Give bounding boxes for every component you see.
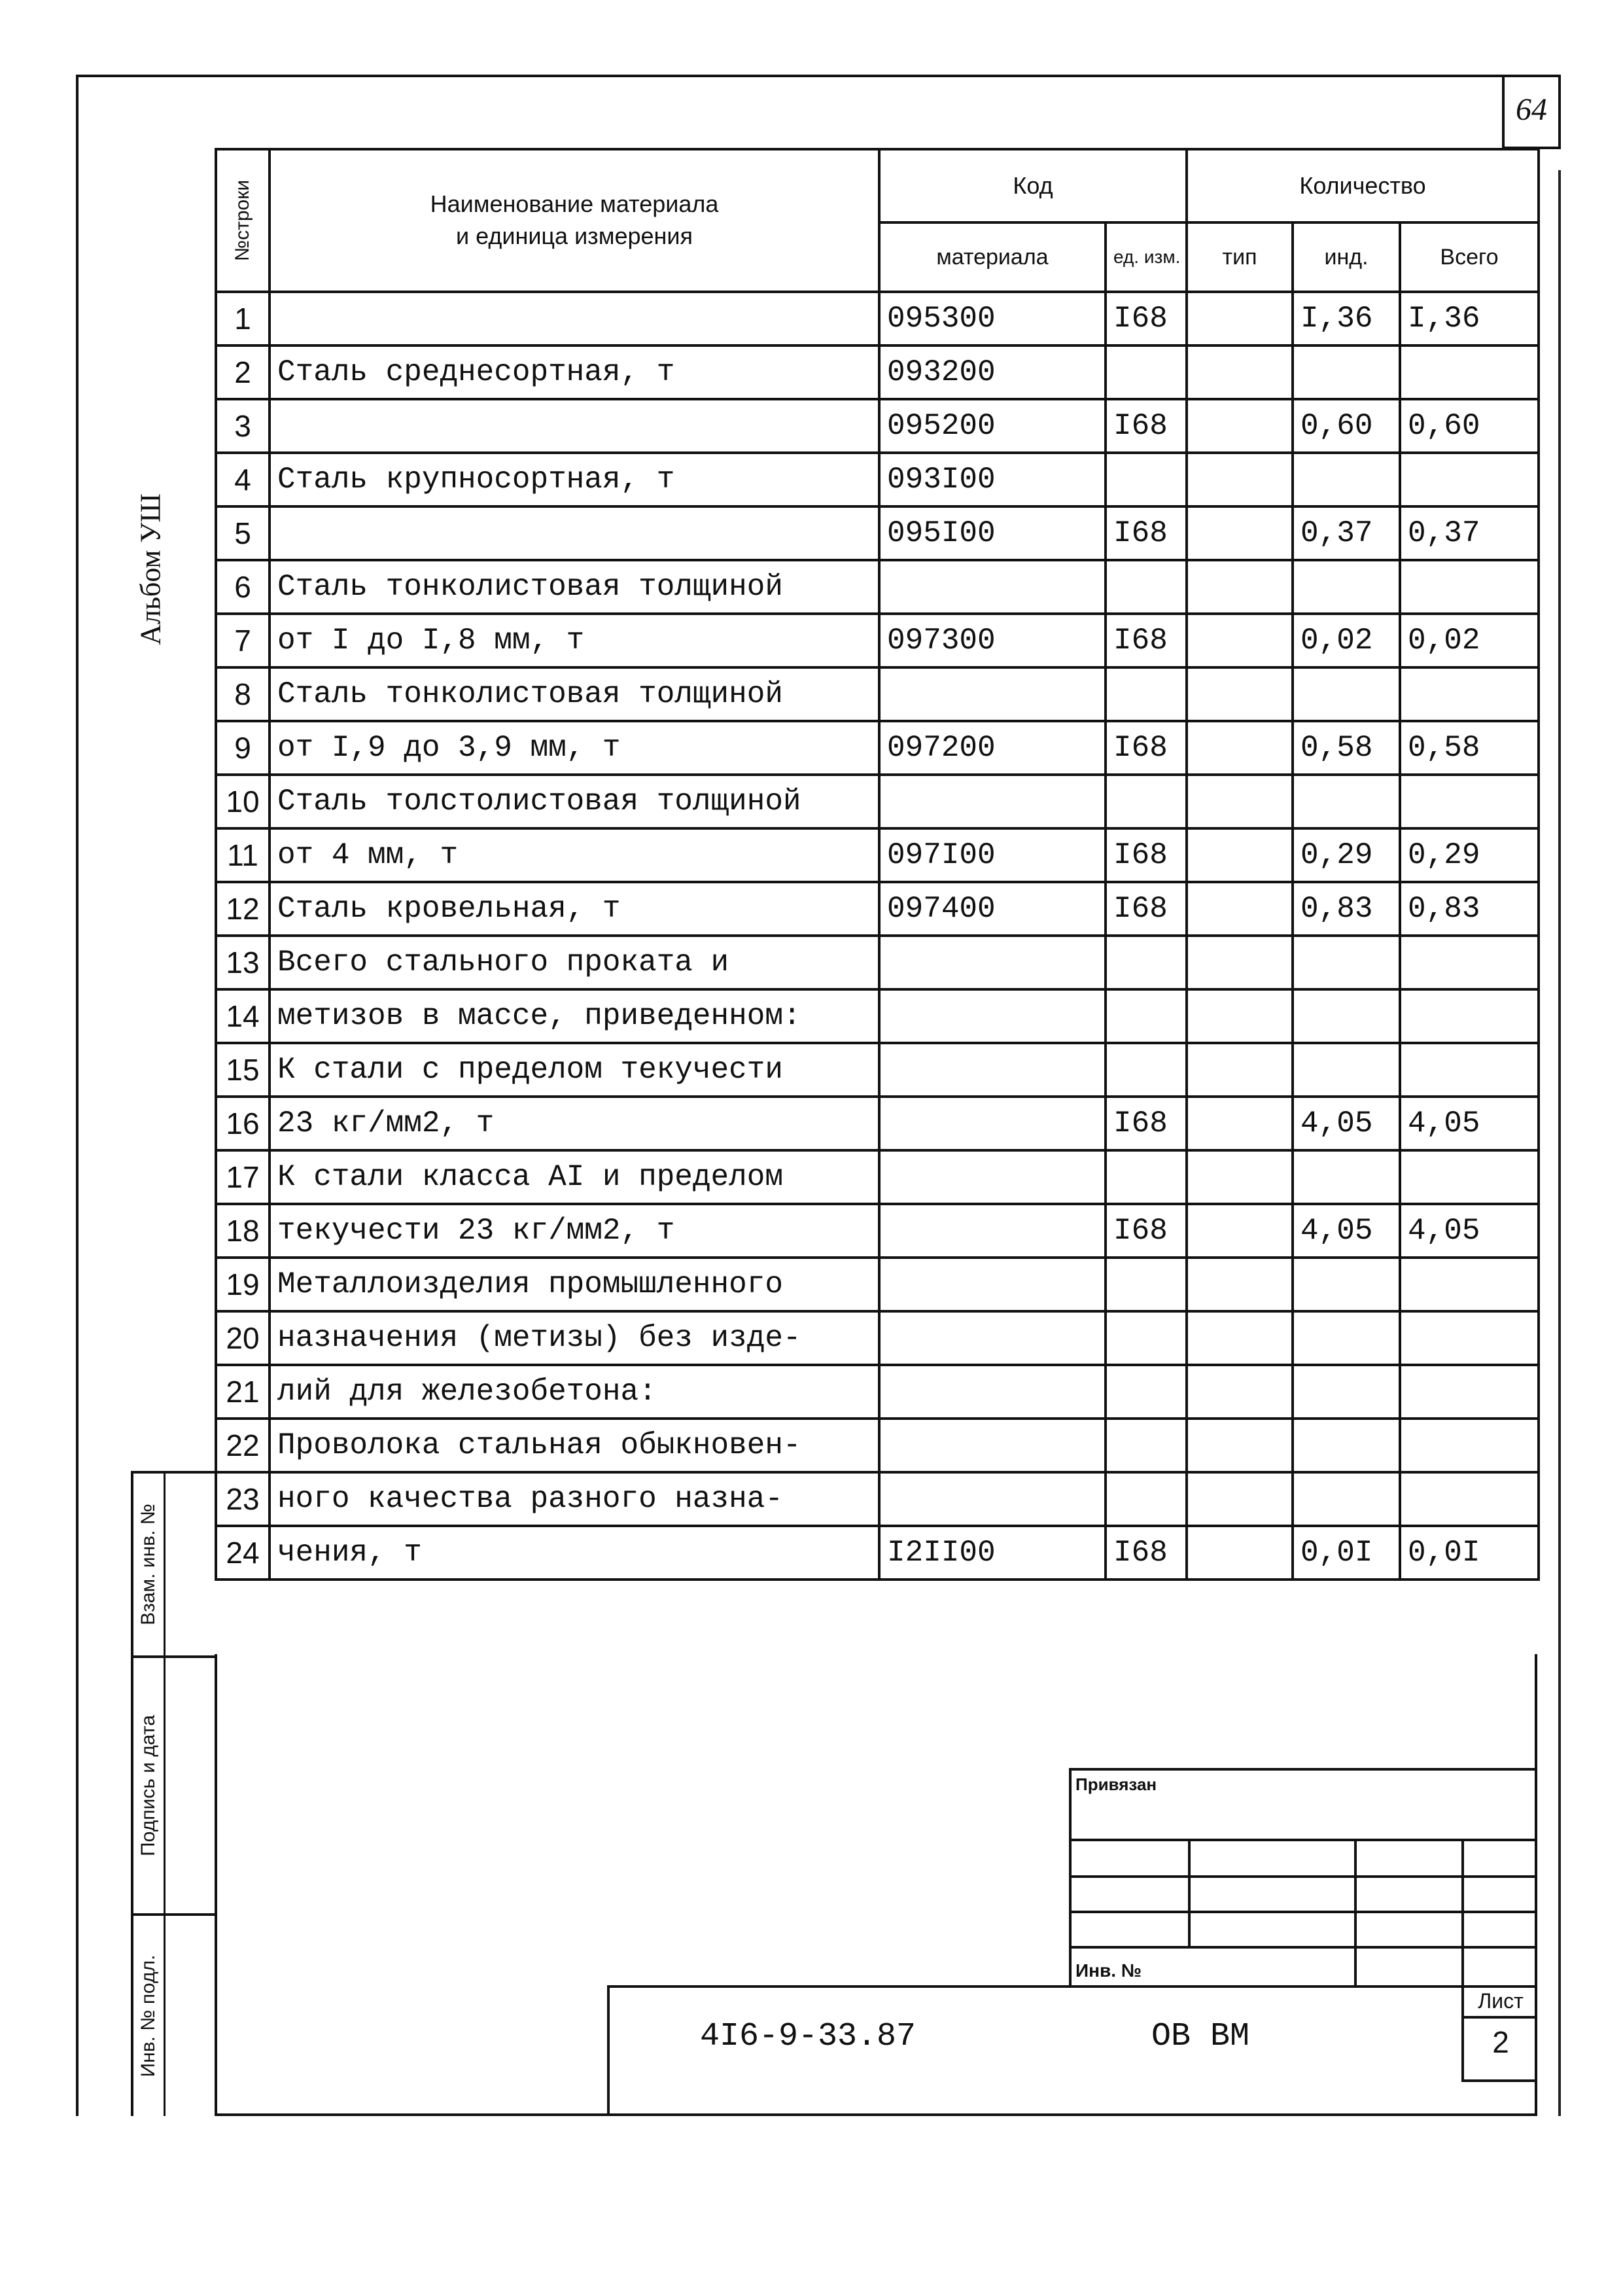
quantity-type	[1187, 1365, 1293, 1419]
row-number: 2	[216, 345, 270, 399]
material-name: К стали с пределом текучести	[270, 1043, 879, 1097]
document-mark: ОВ ВМ	[1151, 2018, 1250, 2055]
quantity-total: 0,60	[1400, 399, 1539, 453]
binding-label: Привязан	[1075, 1775, 1157, 1794]
quantity-ind: 0,37	[1293, 506, 1400, 560]
unit-code	[1106, 1258, 1187, 1311]
quantity-total: 4,05	[1400, 1204, 1539, 1258]
unit-code	[1106, 775, 1187, 828]
row-number: 11	[216, 828, 270, 882]
material-name: Сталь тонколистовая толщиной	[270, 560, 879, 614]
quantity-total: 0,29	[1400, 828, 1539, 882]
quantity-type	[1187, 1419, 1293, 1472]
header-name-line1: Наименование материала	[430, 190, 719, 218]
material-code	[879, 775, 1106, 828]
header-total: Всего	[1400, 222, 1539, 292]
table-row	[216, 1472, 1539, 1526]
material-name: Всего стального проката и	[270, 936, 879, 989]
table-row	[216, 345, 1539, 399]
specification-table-wrap	[215, 148, 1537, 1581]
quantity-ind	[1293, 1150, 1400, 1204]
binding-inv-label: Инв. №	[1075, 1960, 1142, 1981]
unit-code	[1106, 936, 1187, 989]
table-row	[216, 399, 1539, 453]
quantity-type	[1187, 1204, 1293, 1258]
quantity-ind	[1293, 345, 1400, 399]
quantity-type	[1187, 1097, 1293, 1150]
row-number: 16	[216, 1097, 270, 1150]
table-row	[216, 882, 1539, 936]
table-row	[216, 775, 1539, 828]
header-type: тип	[1187, 222, 1293, 292]
quantity-type	[1187, 775, 1293, 828]
material-code: 093200	[879, 345, 1106, 399]
quantity-type	[1187, 989, 1293, 1043]
header-quantity: Количество	[1187, 149, 1539, 222]
material-code	[879, 1365, 1106, 1419]
quantity-ind	[1293, 775, 1400, 828]
material-code	[879, 989, 1106, 1043]
row-number: 23	[216, 1472, 270, 1526]
material-code: 097200	[879, 721, 1106, 775]
quantity-ind	[1293, 989, 1400, 1043]
stamp-inv-orig-label: Инв. № подл.	[137, 1954, 159, 2077]
quantity-total: 0,83	[1400, 882, 1539, 936]
frame-left-line	[76, 75, 79, 2116]
quantity-ind: 4,05	[1293, 1204, 1400, 1258]
material-name: Металлоизделия промышленного	[270, 1258, 879, 1311]
row-number: 21	[216, 1365, 270, 1419]
sheet-number: 2	[1492, 2025, 1509, 2059]
row-number: 15	[216, 1043, 270, 1097]
quantity-total	[1400, 1365, 1539, 1419]
header-material-name	[270, 149, 879, 292]
table-row	[216, 453, 1539, 506]
unit-code: I68	[1106, 506, 1187, 560]
row-number: 20	[216, 1311, 270, 1365]
row-number: 19	[216, 1258, 270, 1311]
material-code: 095I00	[879, 506, 1106, 560]
material-code	[879, 560, 1106, 614]
material-code: 097300	[879, 614, 1106, 667]
table-row	[216, 292, 1539, 345]
quantity-ind: 0,02	[1293, 614, 1400, 667]
material-name: Проволока стальная обыкновен-	[270, 1419, 879, 1472]
quantity-ind: 0,58	[1293, 721, 1400, 775]
unit-code: I68	[1106, 721, 1187, 775]
quantity-type	[1187, 292, 1293, 345]
material-name: от 4 мм, т	[270, 828, 879, 882]
material-name	[270, 399, 879, 453]
material-code	[879, 1472, 1106, 1526]
quantity-ind	[1293, 1043, 1400, 1097]
row-number: 12	[216, 882, 270, 936]
unit-code	[1106, 1150, 1187, 1204]
quantity-type	[1187, 1043, 1293, 1097]
quantity-type	[1187, 1258, 1293, 1311]
row-number: 3	[216, 399, 270, 453]
row-number: 7	[216, 614, 270, 667]
unit-code	[1106, 989, 1187, 1043]
quantity-type	[1187, 1311, 1293, 1365]
material-name: назначения (метизы) без изде-	[270, 1311, 879, 1365]
table-row	[216, 1419, 1539, 1472]
quantity-total: 0,02	[1400, 614, 1539, 667]
material-code	[879, 1419, 1106, 1472]
material-name: от I до I,8 мм, т	[270, 614, 879, 667]
quantity-type	[1187, 453, 1293, 506]
quantity-total	[1400, 1311, 1539, 1365]
material-name: Сталь тонколистовая толщиной	[270, 667, 879, 721]
material-name: текучести 23 кг/мм2, т	[270, 1204, 879, 1258]
material-name: чения, т	[270, 1526, 879, 1580]
unit-code: I68	[1106, 828, 1187, 882]
header-ind: инд.	[1293, 222, 1400, 292]
material-code	[879, 1204, 1106, 1258]
specification-body	[216, 292, 1539, 1580]
quantity-total: 0,0I	[1400, 1526, 1539, 1580]
quantity-type	[1187, 399, 1293, 453]
table-row	[216, 614, 1539, 667]
quantity-type	[1187, 560, 1293, 614]
quantity-type	[1187, 1150, 1293, 1204]
row-number: 1	[216, 292, 270, 345]
quantity-ind	[1293, 1258, 1400, 1311]
material-code: 095200	[879, 399, 1106, 453]
binding-line-1	[1069, 1839, 1537, 1841]
unit-code	[1106, 1043, 1187, 1097]
header-name-line2: и единица измерения	[455, 222, 693, 249]
unit-code	[1106, 560, 1187, 614]
material-code: 097400	[879, 882, 1106, 936]
binding-vline-2	[1354, 1839, 1357, 1985]
quantity-total	[1400, 667, 1539, 721]
quantity-ind	[1293, 560, 1400, 614]
table-row	[216, 1365, 1539, 1419]
table-row	[216, 828, 1539, 882]
quantity-ind: 0,83	[1293, 882, 1400, 936]
row-number: 17	[216, 1150, 270, 1204]
quantity-type	[1187, 936, 1293, 989]
quantity-type	[1187, 721, 1293, 775]
unit-code	[1106, 1365, 1187, 1419]
quantity-type	[1187, 345, 1293, 399]
material-code	[879, 936, 1106, 989]
material-name: ного качества разного назна-	[270, 1472, 879, 1526]
quantity-type	[1187, 1526, 1293, 1580]
material-code	[879, 1043, 1106, 1097]
quantity-total	[1400, 1472, 1539, 1526]
quantity-total	[1400, 345, 1539, 399]
material-code	[879, 1311, 1106, 1365]
stamp-signature-date	[133, 1655, 217, 1913]
row-number: 5	[216, 506, 270, 560]
unit-code: I68	[1106, 399, 1187, 453]
header-code: Код	[879, 149, 1187, 222]
quantity-ind	[1293, 1365, 1400, 1419]
binding-line-4	[1069, 1946, 1537, 1949]
material-name: Сталь крупносортная, т	[270, 453, 879, 506]
sheet-label: Лист	[1464, 1989, 1537, 2019]
row-number: 9	[216, 721, 270, 775]
row-number: 13	[216, 936, 270, 989]
unit-code: I68	[1106, 614, 1187, 667]
unit-code	[1106, 1472, 1187, 1526]
album-label-text: Альбом УШ	[134, 493, 167, 645]
material-code	[879, 1150, 1106, 1204]
quantity-total: 4,05	[1400, 1097, 1539, 1150]
quantity-type	[1187, 882, 1293, 936]
material-code: 093I00	[879, 453, 1106, 506]
material-name: Сталь среднесортная, т	[270, 345, 879, 399]
material-name: от I,9 до 3,9 мм, т	[270, 721, 879, 775]
binding-vline-3	[1461, 1839, 1464, 1985]
quantity-total	[1400, 560, 1539, 614]
quantity-type	[1187, 667, 1293, 721]
material-name: 23 кг/мм2, т	[270, 1097, 879, 1150]
material-name: Сталь кровельная, т	[270, 882, 879, 936]
unit-code	[1106, 1419, 1187, 1472]
binding-vline-1	[1188, 1839, 1191, 1946]
material-name: метизов в массе, приведенном:	[270, 989, 879, 1043]
material-code	[879, 1097, 1106, 1150]
row-number: 6	[216, 560, 270, 614]
table-row	[216, 721, 1539, 775]
table-row	[216, 989, 1539, 1043]
quantity-total	[1400, 936, 1539, 989]
quantity-total	[1400, 775, 1539, 828]
quantity-total	[1400, 1258, 1539, 1311]
quantity-ind: 0,29	[1293, 828, 1400, 882]
row-number: 8	[216, 667, 270, 721]
material-name	[270, 506, 879, 560]
table-row	[216, 1204, 1539, 1258]
stamp-signature-date-label: Подпись и дата	[137, 1715, 159, 1856]
quantity-ind: 0,60	[1293, 399, 1400, 453]
stamp-column	[131, 1471, 217, 2116]
unit-code: I68	[1106, 1097, 1187, 1150]
row-number: 24	[216, 1526, 270, 1580]
table-row	[216, 667, 1539, 721]
binding-line-2	[1069, 1875, 1537, 1878]
quantity-ind	[1293, 1311, 1400, 1365]
stamp-replace-inv-label: Взам. инв. №	[137, 1504, 159, 1625]
quantity-ind	[1293, 1419, 1400, 1472]
quantity-total	[1400, 453, 1539, 506]
quantity-type	[1187, 506, 1293, 560]
unit-code: I68	[1106, 1526, 1187, 1580]
stamp-replace-inv	[133, 1471, 217, 1655]
quantity-ind: 0,0I	[1293, 1526, 1400, 1580]
material-name: К стали класса АI и пределом	[270, 1150, 879, 1204]
unit-code	[1106, 453, 1187, 506]
unit-code	[1106, 667, 1187, 721]
frame-top-line	[76, 75, 1561, 77]
table-row	[216, 1526, 1539, 1580]
unit-code: I68	[1106, 292, 1187, 345]
unit-code: I68	[1106, 882, 1187, 936]
header-unit: ед. изм.	[1106, 222, 1187, 292]
quantity-type	[1187, 828, 1293, 882]
material-code: 097I00	[879, 828, 1106, 882]
quantity-type	[1187, 614, 1293, 667]
corner-sheet-number: 64	[1516, 92, 1547, 127]
row-number: 10	[216, 775, 270, 828]
quantity-total: 0,58	[1400, 721, 1539, 775]
header-row-1	[216, 149, 1539, 222]
table-row	[216, 560, 1539, 614]
table-row	[216, 936, 1539, 989]
quantity-type	[1187, 1472, 1293, 1526]
quantity-total	[1400, 1419, 1539, 1472]
quantity-ind	[1293, 667, 1400, 721]
header-row-number: №строки	[216, 149, 270, 292]
quantity-total: 0,37	[1400, 506, 1539, 560]
album-label	[111, 451, 190, 687]
quantity-ind	[1293, 1472, 1400, 1526]
quantity-ind: 4,05	[1293, 1097, 1400, 1150]
unit-code	[1106, 1311, 1187, 1365]
table-row	[216, 1311, 1539, 1365]
material-code	[879, 1258, 1106, 1311]
stamp-inv-orig	[133, 1913, 217, 2116]
table-row	[216, 1150, 1539, 1204]
material-name	[270, 292, 879, 345]
quantity-total	[1400, 989, 1539, 1043]
material-code	[879, 667, 1106, 721]
table-row	[216, 1043, 1539, 1097]
table-row	[216, 1258, 1539, 1311]
header-material-code: материала	[879, 222, 1106, 292]
table-row	[216, 1097, 1539, 1150]
document-code: 4I6-9-33.87	[700, 2018, 916, 2055]
material-code: 095300	[879, 292, 1106, 345]
quantity-total	[1400, 1043, 1539, 1097]
quantity-ind	[1293, 453, 1400, 506]
row-number: 18	[216, 1204, 270, 1258]
row-number: 4	[216, 453, 270, 506]
binding-line-3	[1069, 1911, 1537, 1913]
unit-code: I68	[1106, 1204, 1187, 1258]
specification-table	[215, 148, 1540, 1581]
quantity-ind: I,36	[1293, 292, 1400, 345]
row-number: 14	[216, 989, 270, 1043]
frame-right-line-lower	[1558, 170, 1561, 2116]
row-number: 22	[216, 1419, 270, 1472]
material-code: I2II00	[879, 1526, 1106, 1580]
material-name: Сталь толстолистовая толщиной	[270, 775, 879, 828]
table-row	[216, 506, 1539, 560]
unit-code	[1106, 345, 1187, 399]
material-name: лий для железобетона:	[270, 1365, 879, 1419]
quantity-total: I,36	[1400, 292, 1539, 345]
quantity-ind	[1293, 936, 1400, 989]
quantity-total	[1400, 1150, 1539, 1204]
